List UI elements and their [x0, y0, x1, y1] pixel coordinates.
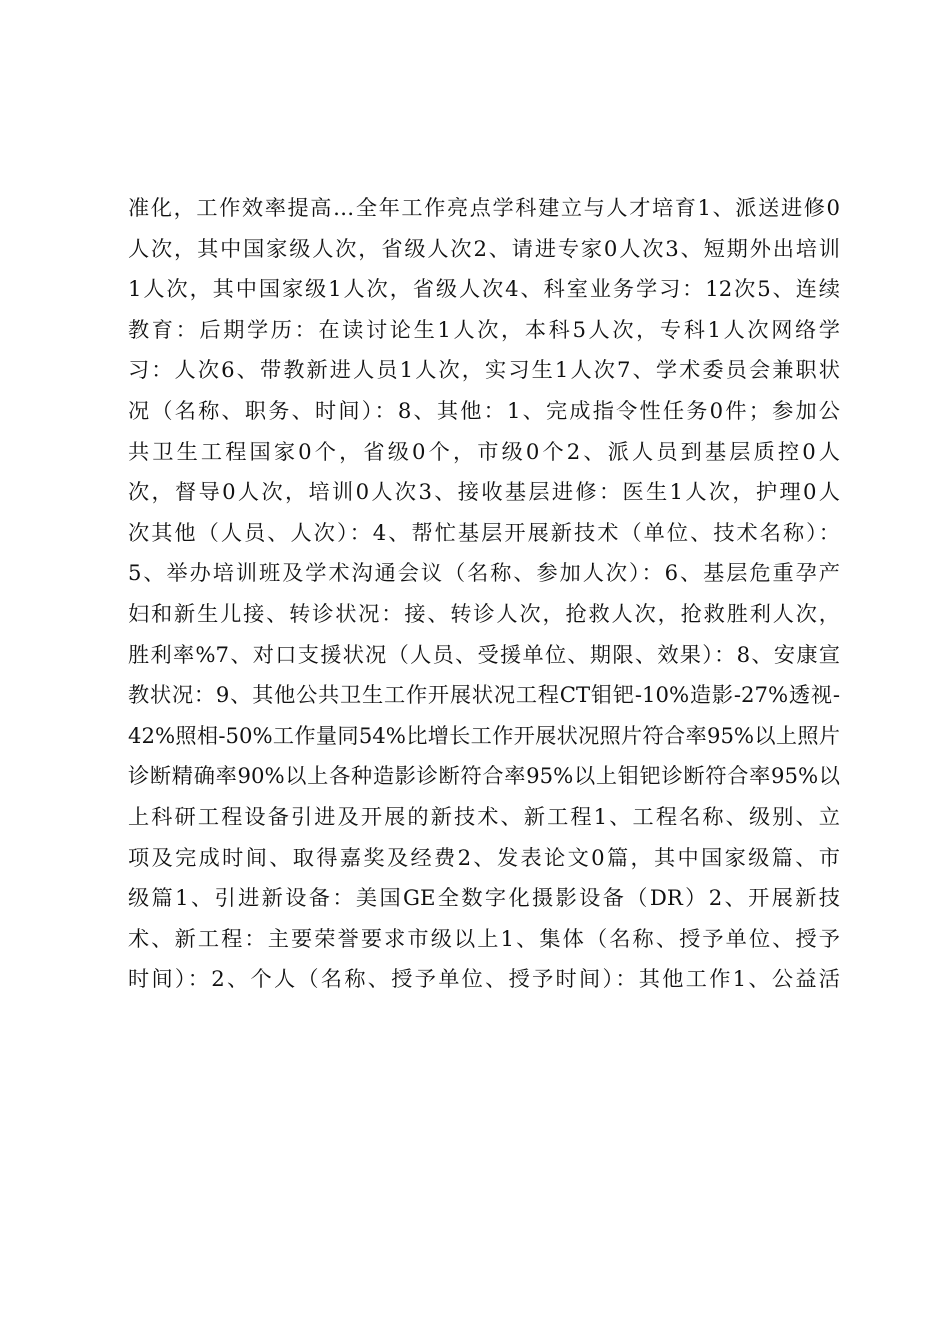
text-line-5: 习：人次6、带教新进人员1人次，实习生1人次7、学术委员会兼职状 — [128, 357, 840, 383]
text-line-2: 人次，其中国家级人次，省级人次2、请进专家0人次3、短期外出培训 — [128, 235, 840, 261]
text-line-1: 准化，工作效率提高…全年工作亮点学科建立与人才培育1、派送进修0 — [128, 195, 840, 220]
text-line-19: 术、新工程：主要荣誉要求市级以上1、集体（名称、授予单位、授予 — [128, 925, 840, 951]
text-line-12: 胜利率%7、对口支援状况（人员、受援单位、期限、效果）：8、安康宣 — [128, 641, 840, 667]
text-line-10: 5、举办培训班及学术沟通会议（名称、参加人次）：6、基层危重孕产 — [128, 560, 840, 586]
text-line-8: 次，督导0人次，培训0人次3、接收基层进修：医生1人次，护理0人 — [128, 479, 840, 505]
text-line-20: 时间）：2、个人（名称、授予单位、授予时间）：其他工作1、公益活 — [128, 966, 840, 992]
body-text — [128, 188, 840, 1000]
text-line-3: 1人次，其中国家级1人次，省级人次4、科室业务学习：12次5、连续 — [128, 276, 840, 302]
text-line-6: 况（名称、职务、时间）：8、其他：1、完成指令性任务0件；参加公 — [128, 397, 840, 423]
text-line-17: 项及完成时间、取得嘉奖及经费2、发表论文0篇，其中国家级篇、市 — [128, 844, 840, 870]
text-line-4: 教育：后期学历：在读讨论生1人次，本科5人次，专科1人次网络学 — [128, 316, 840, 342]
text-line-14: 42%照相-50%工作量同54%比增长工作开展状况照片符合率95%以上照片 — [128, 722, 840, 748]
text-line-13: 教状况：9、其他公共卫生工作开展状况工程CT钼钯-10%造影-27%透视- — [128, 682, 840, 708]
text-line-11: 妇和新生儿接、转诊状况：接、转诊人次，抢救人次，抢救胜利人次， — [128, 600, 840, 626]
text-line-16: 上科研工程设备引进及开展的新技术、新工程1、工程名称、级别、立 — [128, 803, 840, 829]
text-line-18: 级篇1、引进新设备：美国GE全数字化摄影设备（DR）2、开展新技 — [128, 885, 840, 911]
text-line-9: 次其他（人员、人次）：4、帮忙基层开展新技术（单位、技术名称）： — [128, 519, 840, 545]
text-line-15: 诊断精确率90%以上各种造影诊断符合率95%以上钼钯诊断符合率95%以 — [128, 763, 840, 789]
text-line-7: 共卫生工程国家0个，省级0个，市级0个2、派人员到基层质控0人 — [128, 438, 840, 464]
